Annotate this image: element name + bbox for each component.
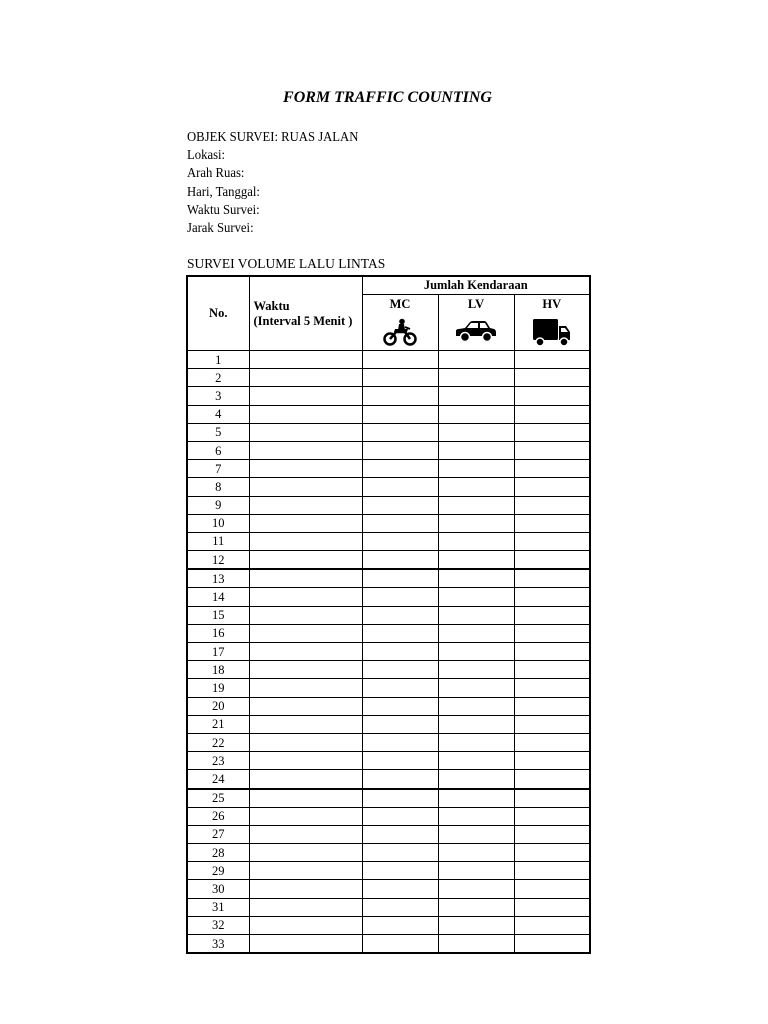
mc-count-cell[interactable]	[362, 825, 438, 843]
hv-count-cell[interactable]	[514, 532, 590, 550]
row-number: 10	[187, 514, 249, 532]
row-number: 24	[187, 770, 249, 789]
mc-count-cell[interactable]	[362, 679, 438, 697]
row-number: 14	[187, 588, 249, 606]
waktu-cell[interactable]	[249, 532, 362, 550]
waktu-cell[interactable]	[249, 825, 362, 843]
survey-info	[187, 128, 563, 237]
waktu-cell[interactable]	[249, 807, 362, 825]
lv-count-cell[interactable]	[438, 697, 514, 715]
mc-count-cell[interactable]	[362, 935, 438, 954]
waktu-cell[interactable]	[249, 916, 362, 934]
lv-count-cell[interactable]	[438, 789, 514, 808]
hv-count-cell[interactable]	[514, 898, 590, 916]
table-row	[187, 770, 590, 789]
table-row	[187, 752, 590, 770]
waktu-cell[interactable]	[249, 715, 362, 733]
waktu-cell[interactable]	[249, 569, 362, 588]
row-number: 15	[187, 606, 249, 624]
lv-count-cell[interactable]	[438, 351, 514, 369]
row-number: 18	[187, 661, 249, 679]
table-row	[187, 898, 590, 916]
row-number: 8	[187, 478, 249, 496]
table-row	[187, 715, 590, 733]
table-row	[187, 423, 590, 441]
mc-count-cell[interactable]	[362, 643, 438, 661]
lv-count-cell[interactable]	[438, 569, 514, 588]
lv-count-cell[interactable]	[438, 387, 514, 405]
hv-count-cell[interactable]	[514, 862, 590, 880]
hv-count-cell[interactable]	[514, 569, 590, 588]
mc-count-cell[interactable]	[362, 387, 438, 405]
lv-count-cell[interactable]	[438, 733, 514, 751]
lv-count-cell[interactable]	[438, 588, 514, 606]
hv-count-cell[interactable]	[514, 880, 590, 898]
table-row	[187, 807, 590, 825]
table-row	[187, 643, 590, 661]
header-lv	[438, 295, 514, 351]
hv-count-cell[interactable]	[514, 643, 590, 661]
hv-count-cell[interactable]	[514, 514, 590, 532]
lv-count-cell[interactable]	[438, 898, 514, 916]
table-row	[187, 880, 590, 898]
lv-count-cell[interactable]	[438, 862, 514, 880]
row-number: 32	[187, 916, 249, 934]
row-number: 29	[187, 862, 249, 880]
waktu-cell[interactable]	[249, 351, 362, 369]
waktu-cell[interactable]	[249, 478, 362, 496]
hv-count-cell[interactable]	[514, 460, 590, 478]
mc-count-cell[interactable]	[362, 441, 438, 459]
header-waktu-interval: (Interval 5 Menit )	[253, 313, 353, 328]
table-row	[187, 569, 590, 588]
header-mc	[362, 295, 438, 351]
table-row	[187, 679, 590, 697]
mc-count-cell[interactable]	[362, 478, 438, 496]
row-number: 26	[187, 807, 249, 825]
lv-count-cell[interactable]	[438, 643, 514, 661]
table-row	[187, 405, 590, 423]
hv-count-cell[interactable]	[514, 478, 590, 496]
mc-count-cell[interactable]	[362, 351, 438, 369]
row-number: 1	[187, 351, 249, 369]
hv-count-cell[interactable]	[514, 423, 590, 441]
hv-count-cell[interactable]	[514, 733, 590, 751]
traffic-count-table	[186, 275, 591, 954]
mc-count-cell[interactable]	[362, 624, 438, 642]
hv-count-cell[interactable]	[514, 752, 590, 770]
mc-count-cell[interactable]	[362, 532, 438, 550]
row-number: 6	[187, 441, 249, 459]
truck-icon	[532, 318, 572, 348]
table-row	[187, 351, 590, 369]
waktu-cell[interactable]	[249, 606, 362, 624]
mc-count-cell[interactable]	[362, 588, 438, 606]
waktu-cell[interactable]	[249, 369, 362, 387]
lv-count-cell[interactable]	[438, 514, 514, 532]
field-arah-ruas: Arah Ruas:	[187, 165, 245, 181]
table-row	[187, 661, 590, 679]
lv-count-cell[interactable]	[438, 460, 514, 478]
lv-count-cell[interactable]	[438, 752, 514, 770]
table-row	[187, 862, 590, 880]
lv-count-cell[interactable]	[438, 770, 514, 789]
lv-count-cell[interactable]	[438, 679, 514, 697]
lv-count-cell[interactable]	[438, 825, 514, 843]
hv-count-cell[interactable]	[514, 441, 590, 459]
lv-count-cell[interactable]	[438, 369, 514, 387]
mc-count-cell[interactable]	[362, 405, 438, 423]
mc-count-cell[interactable]	[362, 752, 438, 770]
table-row	[187, 606, 590, 624]
hv-count-cell[interactable]	[514, 789, 590, 808]
mc-count-cell[interactable]	[362, 460, 438, 478]
mc-count-cell[interactable]	[362, 697, 438, 715]
hv-count-cell[interactable]	[514, 624, 590, 642]
table-row	[187, 460, 590, 478]
lv-count-cell[interactable]	[438, 916, 514, 934]
waktu-cell[interactable]	[249, 844, 362, 862]
lv-count-cell[interactable]	[438, 624, 514, 642]
hv-count-cell[interactable]	[514, 551, 590, 570]
waktu-cell[interactable]	[249, 441, 362, 459]
hv-count-cell[interactable]	[514, 697, 590, 715]
hv-count-cell[interactable]	[514, 588, 590, 606]
waktu-cell[interactable]	[249, 752, 362, 770]
waktu-cell[interactable]	[249, 770, 362, 789]
lv-count-cell[interactable]	[438, 807, 514, 825]
lv-count-cell[interactable]	[438, 880, 514, 898]
lv-count-cell[interactable]	[438, 423, 514, 441]
lv-count-cell[interactable]	[438, 935, 514, 954]
table-row	[187, 588, 590, 606]
mc-count-cell[interactable]	[362, 496, 438, 514]
lv-count-cell[interactable]	[438, 715, 514, 733]
table-row	[187, 697, 590, 715]
row-number: 27	[187, 825, 249, 843]
row-number: 17	[187, 643, 249, 661]
field-jarak-survei: Jarak Survei:	[187, 220, 254, 236]
table-row	[187, 387, 590, 405]
waktu-cell[interactable]	[249, 588, 362, 606]
row-number: 11	[187, 532, 249, 550]
field-hari-tanggal: Hari, Tanggal:	[187, 183, 260, 199]
waktu-cell[interactable]	[249, 661, 362, 679]
waktu-cell[interactable]	[249, 624, 362, 642]
table-row	[187, 532, 590, 550]
hv-count-cell[interactable]	[514, 369, 590, 387]
table-row	[187, 551, 590, 570]
mc-count-cell[interactable]	[362, 715, 438, 733]
header-hv	[514, 295, 590, 351]
hv-label: HV	[542, 297, 562, 311]
hv-count-cell[interactable]	[514, 496, 590, 514]
row-number: 23	[187, 752, 249, 770]
hv-count-cell[interactable]	[514, 935, 590, 954]
waktu-cell[interactable]	[249, 679, 362, 697]
lv-count-cell[interactable]	[438, 532, 514, 550]
mc-count-cell[interactable]	[362, 807, 438, 825]
table-body	[187, 351, 590, 954]
hv-count-cell[interactable]	[514, 715, 590, 733]
row-number: 33	[187, 935, 249, 954]
table-row	[187, 935, 590, 954]
row-number: 19	[187, 679, 249, 697]
hv-count-cell[interactable]	[514, 916, 590, 934]
section-title: SURVEI VOLUME LALU LINTAS	[187, 256, 386, 271]
mc-count-cell[interactable]	[362, 770, 438, 789]
lv-count-cell[interactable]	[438, 844, 514, 862]
hv-count-cell[interactable]	[514, 405, 590, 423]
waktu-cell[interactable]	[249, 898, 362, 916]
mc-count-cell[interactable]	[362, 551, 438, 570]
header-waktu-label: Waktu	[253, 298, 290, 313]
header-no: No.	[187, 276, 249, 351]
mc-count-cell[interactable]	[362, 862, 438, 880]
row-number: 31	[187, 898, 249, 916]
hv-count-cell[interactable]	[514, 844, 590, 862]
lv-count-cell[interactable]	[438, 441, 514, 459]
row-number: 20	[187, 697, 249, 715]
row-number: 28	[187, 844, 249, 862]
row-number: 7	[187, 460, 249, 478]
row-number: 9	[187, 496, 249, 514]
mc-count-cell[interactable]	[362, 916, 438, 934]
mc-count-cell[interactable]	[362, 514, 438, 532]
waktu-cell[interactable]	[249, 387, 362, 405]
row-number: 12	[187, 551, 249, 570]
lv-count-cell[interactable]	[438, 606, 514, 624]
hv-count-cell[interactable]	[514, 661, 590, 679]
row-number: 30	[187, 880, 249, 898]
row-number: 5	[187, 423, 249, 441]
waktu-cell[interactable]	[249, 405, 362, 423]
mc-count-cell[interactable]	[362, 423, 438, 441]
waktu-cell[interactable]	[249, 551, 362, 570]
waktu-cell[interactable]	[249, 935, 362, 954]
table-row	[187, 624, 590, 642]
hv-count-cell[interactable]	[514, 807, 590, 825]
row-number: 13	[187, 569, 249, 588]
row-number: 22	[187, 733, 249, 751]
table-row	[187, 825, 590, 843]
row-number: 2	[187, 369, 249, 387]
waktu-cell[interactable]	[249, 496, 362, 514]
hv-count-cell[interactable]	[514, 351, 590, 369]
table-row	[187, 478, 590, 496]
field-waktu-survei: Waktu Survei:	[187, 201, 260, 217]
hv-count-cell[interactable]	[514, 679, 590, 697]
lv-count-cell[interactable]	[438, 496, 514, 514]
table-row	[187, 916, 590, 934]
car-icon	[454, 318, 498, 344]
table-row	[187, 514, 590, 532]
row-number: 25	[187, 789, 249, 808]
waktu-cell[interactable]	[249, 697, 362, 715]
table-row	[187, 789, 590, 808]
table-row	[187, 844, 590, 862]
waktu-cell[interactable]	[249, 862, 362, 880]
row-number: 3	[187, 387, 249, 405]
row-number: 21	[187, 715, 249, 733]
table-row	[187, 441, 590, 459]
hv-count-cell[interactable]	[514, 825, 590, 843]
hv-count-cell[interactable]	[514, 387, 590, 405]
table-row	[187, 496, 590, 514]
table-row	[187, 369, 590, 387]
header-jumlah-kendaraan: Jumlah Kendaraan	[362, 276, 590, 295]
field-objek-survei: OBJEK SURVEI: RUAS JALAN	[187, 129, 359, 144]
field-lokasi: Lokasi:	[187, 147, 226, 163]
mc-count-cell[interactable]	[362, 661, 438, 679]
lv-label: LV	[467, 297, 485, 311]
mc-count-cell[interactable]	[362, 844, 438, 862]
header-waktu	[249, 276, 362, 351]
hv-count-cell[interactable]	[514, 606, 590, 624]
lv-count-cell[interactable]	[438, 661, 514, 679]
row-number: 4	[187, 405, 249, 423]
waktu-cell[interactable]	[249, 460, 362, 478]
mc-count-cell[interactable]	[362, 369, 438, 387]
waktu-cell[interactable]	[249, 880, 362, 898]
mc-count-cell[interactable]	[362, 789, 438, 808]
hv-count-cell[interactable]	[514, 770, 590, 789]
mc-count-cell[interactable]	[362, 733, 438, 751]
waktu-cell[interactable]	[249, 789, 362, 808]
waktu-cell[interactable]	[249, 733, 362, 751]
mc-count-cell[interactable]	[362, 569, 438, 588]
mc-count-cell[interactable]	[362, 880, 438, 898]
waktu-cell[interactable]	[249, 514, 362, 532]
lv-count-cell[interactable]	[438, 551, 514, 570]
mc-count-cell[interactable]	[362, 606, 438, 624]
mc-label: MC	[389, 297, 411, 311]
mc-count-cell[interactable]	[362, 898, 438, 916]
row-number: 16	[187, 624, 249, 642]
form-title: FORM TRAFFIC COUNTING	[283, 89, 492, 106]
waktu-cell[interactable]	[249, 643, 362, 661]
motorcycle-icon	[383, 318, 417, 346]
table-row	[187, 733, 590, 751]
waktu-cell[interactable]	[249, 423, 362, 441]
lv-count-cell[interactable]	[438, 478, 514, 496]
lv-count-cell[interactable]	[438, 405, 514, 423]
